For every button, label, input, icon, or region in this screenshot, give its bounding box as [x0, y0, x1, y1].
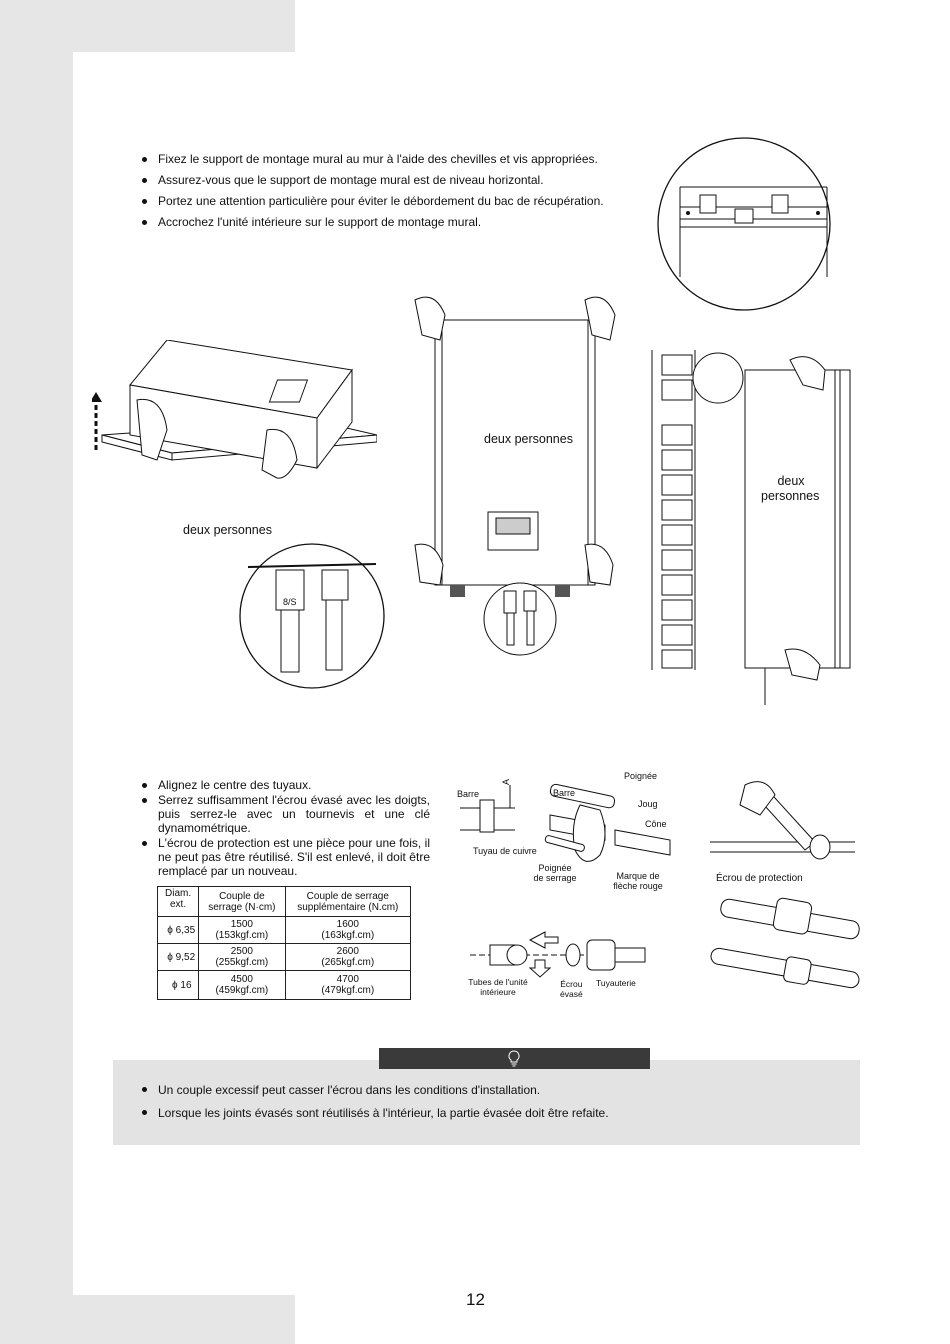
label-line: Tubes de l'unité: [468, 977, 528, 987]
label-line: Poignée: [538, 863, 572, 873]
label-flare-nut: [560, 979, 583, 999]
value: 1500: [230, 919, 253, 930]
caption-two-persons-right: [776, 474, 806, 488]
table-cell: ϕ 6,35: [158, 917, 199, 944]
value: (265kgf.cm): [321, 957, 375, 968]
table-cell: ϕ 9,52: [158, 944, 199, 971]
label-indoor-tubes: [463, 977, 533, 997]
label-bar: Barre: [553, 788, 576, 798]
value: (153kgf.cm): [215, 930, 269, 941]
instruction-item: Alignez le centre des tuyaux.: [140, 778, 430, 792]
indoor-unit-lifting-illustration: [92, 340, 377, 510]
indoor-unit-side-wall-illustration: [650, 350, 855, 720]
value: 2500: [230, 946, 253, 957]
pipe-connection-instructions: [140, 778, 430, 879]
instruction-item: Accrochez l'unité intérieure sur le support de montage mural.: [140, 212, 650, 233]
table-header: Diam. ext.: [158, 887, 199, 917]
indoor-unit-front-illustration: [405, 290, 620, 610]
table-cell: [199, 944, 285, 971]
table-cell: [285, 917, 410, 944]
table-cell: ϕ 16: [158, 971, 199, 1000]
label-copper-pipe: Tuyau de cuivre: [473, 846, 537, 856]
wall-bracket-detail-illustration: [655, 137, 835, 312]
value: 4700: [336, 974, 359, 985]
note-item: Un couple excessif peut casser l'écrou dans les conditions d'installation.: [140, 1079, 840, 1102]
table-header: Couple de serrage (N·cm): [199, 887, 285, 917]
mounting-instructions: [140, 149, 650, 233]
value: 1600: [336, 919, 359, 930]
table-cell: [199, 917, 285, 944]
table-header: Couple de serrage supplémentaire (N.cm): [285, 887, 410, 917]
table-cell: [285, 971, 410, 1000]
wrench-and-protection-nut-illustration: [705, 770, 865, 1000]
label-line: évasé: [560, 989, 583, 999]
instruction-item: Portez une attention particulière pour éviter le débordement du bac de récupération.: [140, 191, 650, 212]
label-clamp-handle: [532, 863, 578, 883]
caption-line: deux: [777, 474, 805, 488]
page-number: 12: [466, 1290, 485, 1309]
value: (479kgf.cm): [321, 985, 375, 996]
instruction-item: Fixez le support de montage mural au mur à l'aide des chevilles et vis appropriées.: [140, 149, 650, 170]
caption-two-persons: deux personnes: [183, 523, 272, 537]
pipe-size-label: 8/S: [283, 597, 297, 607]
page-margin-bottom: [0, 1295, 295, 1344]
label-line: de serrage: [533, 873, 577, 883]
note-list: [140, 1079, 840, 1125]
table-row: [158, 944, 411, 971]
label-red-arrow-mark: [610, 871, 666, 891]
label-protection-nut: Écrou de protection: [716, 873, 803, 884]
label-line: Marque de: [616, 871, 660, 881]
table-row: [158, 917, 411, 944]
pipe-connection-detail-illustration: [238, 542, 386, 690]
note-header-bar: [379, 1048, 650, 1069]
caption-two-persons-center: deux personnes: [484, 432, 573, 446]
note-item: Lorsque les joints évasés sont réutilisés à l'intérieur, la partie évasée doit être refaite.: [140, 1102, 840, 1125]
instruction-item: L'écrou de protection est une pièce pour une fois, il ne peut pas être réutilisé. S'il est enlevé, il doit être remplacé par un nouveau.: [140, 836, 430, 878]
value: (255kgf.cm): [215, 957, 269, 968]
value: 2600: [336, 946, 359, 957]
label-line: flèche rouge: [613, 881, 663, 891]
value: (163kgf.cm): [321, 930, 375, 941]
instruction-item: Serrez suffisamment l'écrou évasé avec les doigts, puis serrez-le avec un tournevis et une clé dynamométrique.: [140, 793, 430, 835]
lightbulb-icon: [507, 1050, 521, 1067]
value: (459kgf.cm): [215, 985, 269, 996]
table-cell: [285, 944, 410, 971]
label-line: Écrou: [560, 979, 583, 989]
table-row: [158, 971, 411, 1000]
instruction-item: Assurez-vous que le support de montage mural est de niveau horizontal.: [140, 170, 650, 191]
torque-table: [157, 886, 411, 1000]
label-piping: Tuyauterie: [596, 978, 636, 988]
label-cone: Cône: [645, 819, 667, 829]
label-barre-left: Barre: [457, 789, 480, 799]
caption-line: personnes: [761, 489, 820, 503]
label-yoke: Joug: [638, 799, 658, 809]
label-a: A: [501, 778, 512, 786]
table-cell: [199, 971, 285, 1000]
label-handle: Poignée: [624, 771, 658, 781]
label-line: intérieure: [480, 987, 516, 997]
pipe-detail-small-illustration: [482, 581, 558, 657]
value: 4500: [230, 974, 253, 985]
page-margin-left: [0, 0, 73, 1344]
